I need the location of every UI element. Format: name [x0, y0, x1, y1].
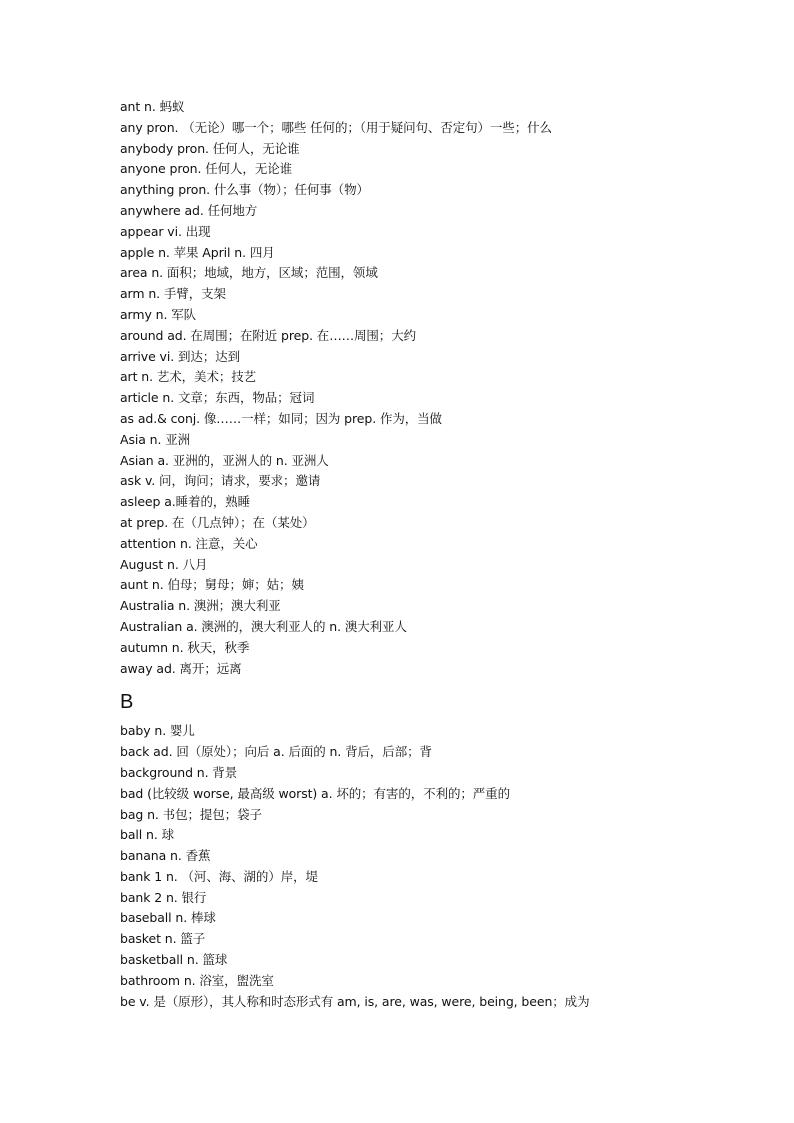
vocab-entry: as ad.& conj. 像……一样；如同；因为 prep. 作为，当做 — [120, 410, 442, 426]
vocab-entry: ant n. 蚂蚁 — [120, 99, 185, 114]
vocab-entry: bad (比较级 worse, 最高级 worst) a. 坏的；有害的，不利的；严重的 — [120, 785, 510, 801]
vocab-entry: Asian a. 亚洲的，亚洲人的 n. 亚洲人 — [120, 452, 329, 468]
vocab-entry: baseball n. 棒球 — [120, 910, 216, 926]
vocab-entry: anywhere ad. 任何地方 — [120, 202, 258, 218]
vocab-entry: anything pron. 什么事（物）；任何事（物） — [120, 182, 369, 198]
vocab-entry: ball n. 球 — [120, 827, 174, 843]
vocab-entry: at prep. 在（几点钟）；在（某处） — [120, 514, 315, 530]
section-a — [120, 97, 760, 679]
vocab-entry: Asia n. 亚洲 — [120, 431, 191, 447]
vocab-entry: ask v. 问，询问；请求，要求；邀请 — [120, 473, 321, 489]
vocab-entry: aunt n. 伯母；舅母；婶；姑；姨 — [120, 577, 304, 593]
section-letter-heading: B — [120, 691, 134, 714]
vocab-entry: area n. 面积；地域，地方，区域；范围，领域 — [120, 265, 378, 281]
vocab-entry: any pron. （无论）哪一个；哪些 任何的；（用于疑问句、否定句）一些；什么 — [120, 119, 552, 135]
vocab-entry: away ad. 离开；远离 — [120, 660, 242, 676]
vocab-entry: background n. 背景 — [120, 764, 238, 780]
section-b — [120, 721, 760, 1012]
vocab-entry: be v. 是（原形），其人称和时态形式有 am, is, are, was, were, being, been；成为 — [120, 993, 590, 1009]
vocab-entry: apple n. 苹果 April n. 四月 — [120, 244, 275, 260]
vocab-entry: bank 2 n. 银行 — [120, 889, 207, 905]
vocab-entry: basket n. 篮子 — [120, 931, 206, 947]
vocab-entry: appear vi. 出现 — [120, 223, 211, 239]
vocab-entry: army n. 军队 — [120, 306, 196, 322]
vocab-entry: anyone pron. 任何人，无论谁 — [120, 161, 293, 177]
vocab-entry: back ad. 回（原处）；向后 a. 后面的 n. 背后，后部；背 — [120, 744, 432, 760]
vocab-entry: arrive vi. 到达；达到 — [120, 348, 240, 364]
vocab-entry: August n. 八月 — [120, 556, 208, 572]
vocab-entry: basketball n. 篮球 — [120, 952, 228, 968]
vocab-entry: attention n. 注意，关心 — [120, 535, 258, 551]
vocab-entry: bathroom n. 浴室，盥洗室 — [120, 972, 274, 988]
vocab-entry: art n. 艺术，美术；技艺 — [120, 369, 257, 385]
vocab-entry: autumn n. 秋天，秋季 — [120, 639, 250, 655]
vocab-entry: Australia n. 澳洲；澳大利亚 — [120, 598, 281, 614]
vocab-entry: article n. 文章；东西，物品；冠词 — [120, 390, 315, 406]
vocab-entry: around ad. 在周围；在附近 prep. 在……周围；大约 — [120, 327, 417, 343]
vocab-entry: bag n. 书包；提包；袋子 — [120, 806, 262, 822]
vocab-entry: anybody pron. 任何人，无论谁 — [120, 140, 300, 156]
vocab-entry: baby n. 婴儿 — [120, 723, 195, 739]
vocab-entry: arm n. 手臂，支架 — [120, 286, 226, 302]
vocabulary-page — [120, 96, 760, 1012]
vocab-entry: Australian a. 澳洲的，澳大利亚人的 n. 澳大利亚人 — [120, 618, 407, 634]
vocab-entry: banana n. 香蕉 — [120, 848, 211, 864]
vocab-entry: bank 1 n. （河、海、湖的）岸，堤 — [120, 868, 318, 884]
vocab-entry: asleep a.睡着的，熟睡 — [120, 494, 251, 510]
